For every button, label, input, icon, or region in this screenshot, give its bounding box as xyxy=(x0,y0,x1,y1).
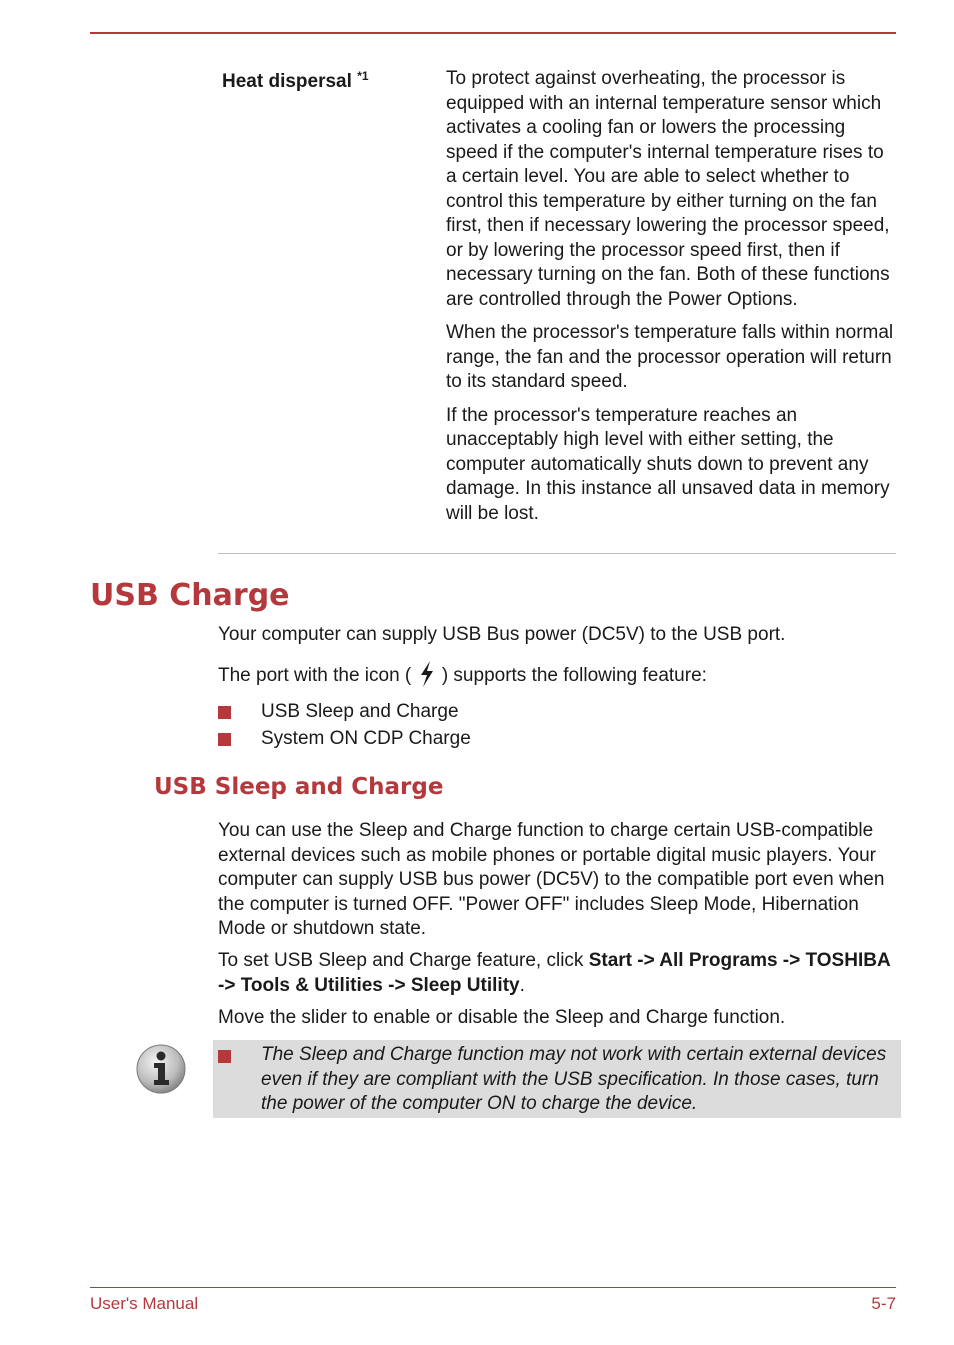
port-text-after: ) supports the following feature: xyxy=(441,665,707,686)
def-paragraph-3: If the processor's temperature reaches an unacceptably high level with either setting, the computer automatically shuts down to prevent any damage. In this instance all unsaved data in memory will be lost. xyxy=(446,404,890,524)
path-suffix: . xyxy=(519,974,525,996)
information-icon xyxy=(134,1042,188,1096)
def-paragraph-2: When the processor's temperature falls within normal range, the fan and the processor operation will return to its standard speed. xyxy=(446,322,894,392)
port-text-before: The port with the icon ( xyxy=(218,665,412,686)
subsection-paragraph-2 xyxy=(218,949,894,998)
term-footnote: *1 xyxy=(357,69,369,83)
port-sentence xyxy=(218,660,894,696)
path-prefix: To set USB Sleep and Charge feature, click xyxy=(218,950,589,971)
bullet-square-icon xyxy=(218,1050,231,1063)
section-title: USB Charge xyxy=(90,578,290,613)
feature-label: System ON CDP Charge xyxy=(261,728,471,749)
subsection-paragraph-1: You can use the Sleep and Charge function to charge certain USB-compatible external devices such as mobile phones or portable digital music players. Your computer can supply USB bus power (DC5V) to the compatible port even when the computer is turned OFF. "Power OFF" includes Sleep Mode, Hibernation Mode or shutdown state. xyxy=(218,820,885,939)
bullet-square-icon xyxy=(218,706,231,719)
term-label: Heat dispersal xyxy=(222,71,352,92)
footer-rule xyxy=(90,1287,896,1288)
feature-list xyxy=(218,700,471,754)
table-definition xyxy=(446,67,894,535)
header-rule xyxy=(90,32,896,34)
feature-label: USB Sleep and Charge xyxy=(261,701,459,722)
subsection-paragraph-3: Move the slider to enable or disable the Sleep and Charge function. xyxy=(218,1007,786,1028)
note-box xyxy=(213,1040,901,1118)
subsection-title: USB Sleep and Charge xyxy=(154,774,444,800)
list-item xyxy=(218,700,471,727)
list-item xyxy=(218,727,471,754)
def-paragraph-1: To protect against overheating, the processor is equipped with an internal temperature sensor which activates a cooling fan or lowers the processing speed if the computer's internal temperature rises to a certain level. You are able to select whether to control this temperature by either turning on the fan first, then if necessary lowering the processor speed, or by lowering the processor speed first, then if necessary turning on the fan. Both of these functions are controlled through the Power Options. xyxy=(446,68,890,310)
table-bottom-rule xyxy=(218,553,896,554)
section-intro: Your computer can supply USB Bus power (DC5V) to the USB port. xyxy=(218,624,786,645)
menu-path: Start -> All Programs -> TOSHIBA -> Tools & Utilities -> Sleep Utility xyxy=(218,950,890,996)
bullet-square-icon xyxy=(218,733,231,746)
usb-charge-bolt-icon xyxy=(417,660,437,696)
footer-page-number: 5-7 xyxy=(871,1294,896,1313)
note-text: The Sleep and Charge function may not work with certain external devices even if they are compliant with the USB specification. In those cases, turn the power of the computer ON to charge the device. xyxy=(261,1044,887,1114)
table-term xyxy=(222,69,369,93)
footer-manual-title: User's Manual xyxy=(90,1294,199,1313)
